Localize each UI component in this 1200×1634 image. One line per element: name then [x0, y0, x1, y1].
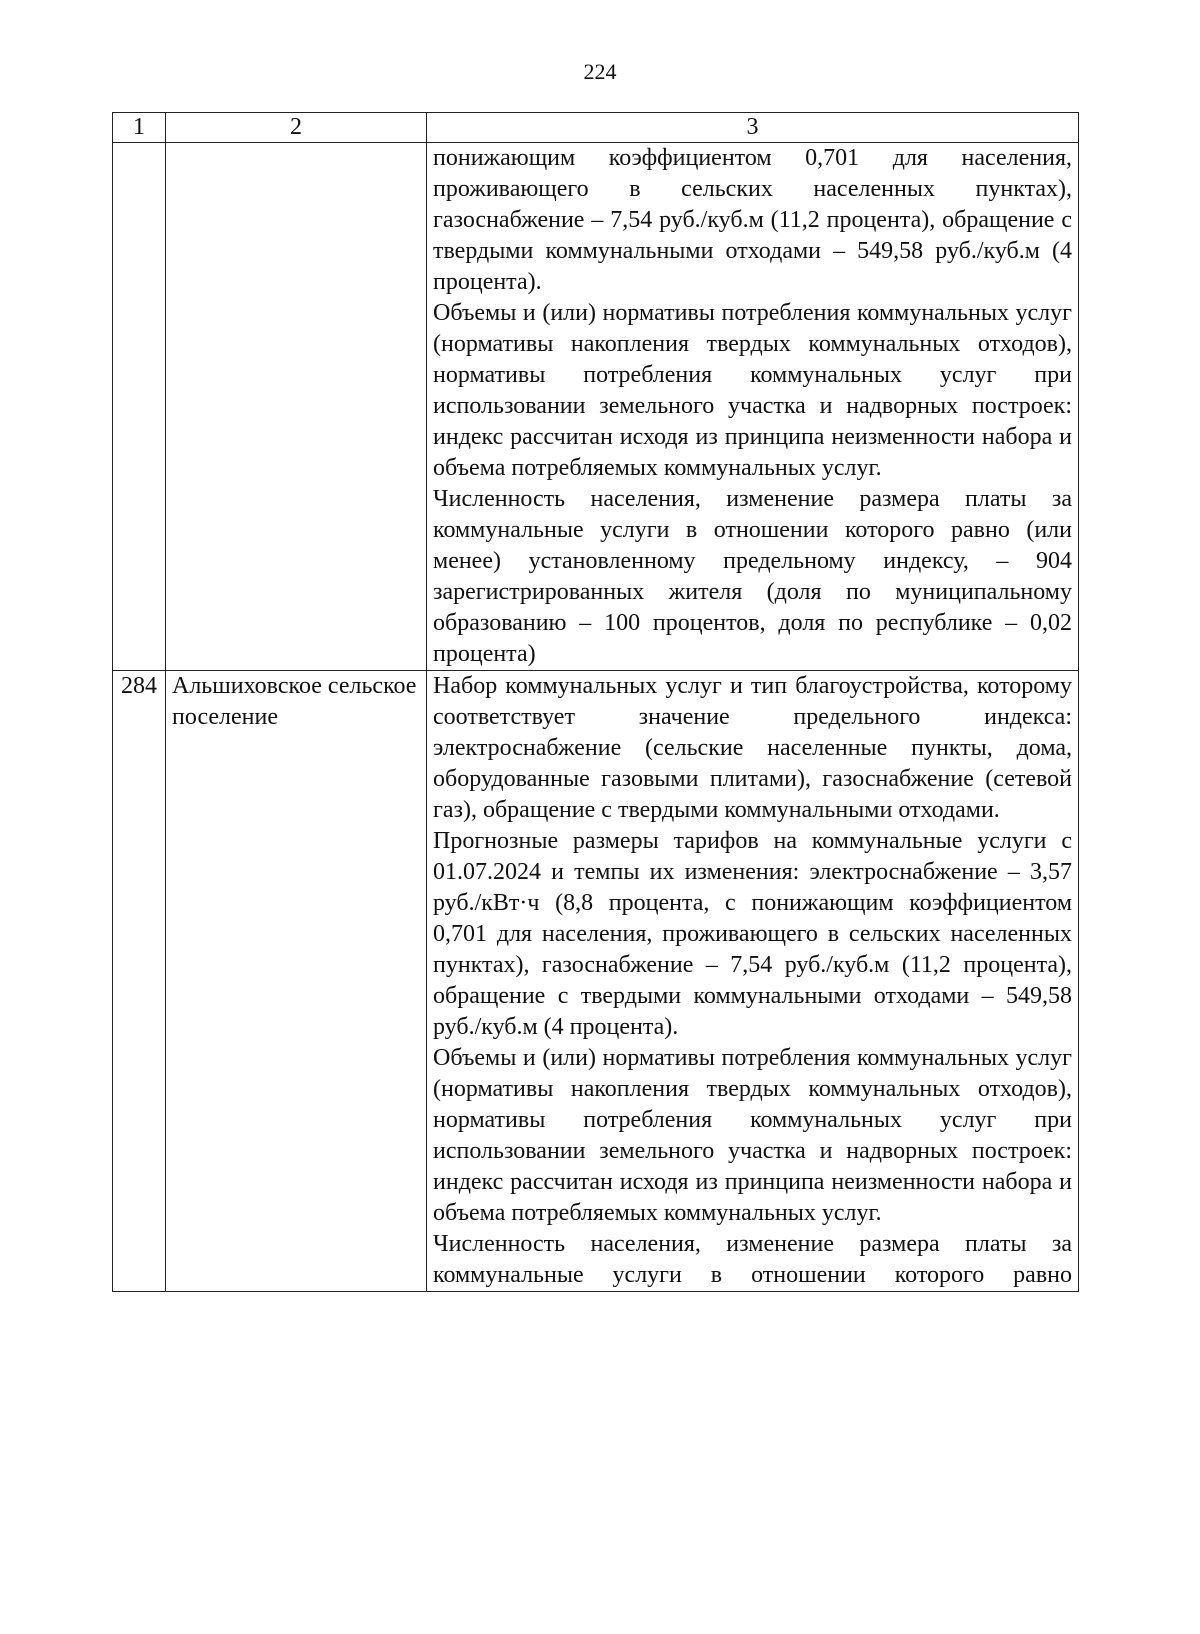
description-cell [427, 671, 1079, 1292]
description-paragraph: Набор коммунальных услуг и тип благоустройства, которому соответствует значение предельного индекса: электроснабжение (сельские населенные пункты, дома, оборудованные газовыми плитами), газоснабжение (сетевой газ), обращение с твердыми коммунальными отходами. [433, 673, 1072, 823]
municipality-name [166, 143, 427, 671]
description-paragraph: Объемы и (или) нормативы потребления коммунальных услуг (нормативы накопления твердых коммунальных отходов), нормативы потребления коммунальных услуг при использовании земельного участка и надворных построек: индекс рассчитан исходя из принципа неизменности набора и объема потребляемых коммунальных услуг. [433, 1045, 1072, 1226]
row-number: 284 [113, 671, 166, 1292]
description-paragraph: Численность населения, изменение размера платы за коммунальные услуги в отношении которого равно (или менее) установленному предельному индексу, – 904 зарегистрированных жителя (доля по муниципальному образованию – 100 процентов, доля по республике – 0,02 процента) [433, 486, 1072, 667]
column-header-3: 3 [427, 113, 1079, 143]
description-paragraph: понижающим коэффициентом 0,701 для населения, проживающего в сельских населенных пунктах), газоснабжение – 7,54 руб./куб.м (11,2 процента), обращение с твердыми коммунальными отходами – 549,58 руб./куб.м (4 процента). [433, 145, 1072, 295]
column-header-1: 1 [113, 113, 166, 143]
description-paragraph: Объемы и (или) нормативы потребления коммунальных услуг (нормативы накопления твердых коммунальных отходов), нормативы потребления коммунальных услуг при использовании земельного участка и надворных построек: индекс рассчитан исходя из принципа неизменности набора и объема потребляемых коммунальных услуг. [433, 300, 1072, 481]
description-paragraph: Численность населения, изменение размера платы за коммунальные услуги в отношении которого равно [433, 1231, 1072, 1288]
description-cell [427, 143, 1079, 671]
page-number: 224 [583, 59, 617, 84]
column-header-2: 2 [166, 113, 427, 143]
services-table [112, 112, 1079, 1292]
table-header-row [113, 113, 1079, 143]
row-number [113, 143, 166, 671]
table-row [113, 143, 1079, 671]
table-row [113, 671, 1079, 1292]
description-paragraph: Прогнозные размеры тарифов на коммунальные услуги с 01.07.2024 и темпы их изменения: электроснабжение – 3,57 руб./кВт·ч (8,8 процента, с понижающим коэффициентом 0,701 для населения, проживающего в сельских населенных пунктах), газоснабжение – 7,54 руб./куб.м (11,2 процента), обращение с твердыми коммунальными отходами – 549,58 руб./куб.м (4 процента). [433, 828, 1072, 1040]
municipality-name: Альшиховское сельское поселение [166, 671, 427, 1292]
